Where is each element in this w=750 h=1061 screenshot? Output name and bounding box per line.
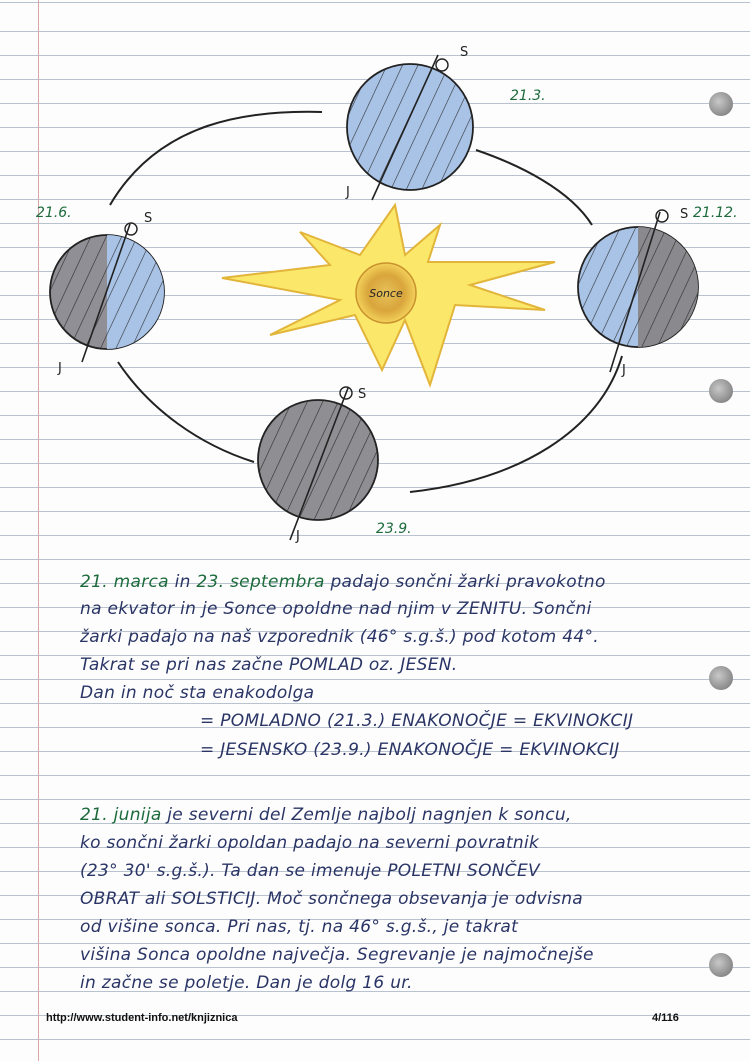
paragraph-line: (23° 30' s.g.š.). Ta dan se imenuje POLETNI SONČEV (80, 861, 540, 881)
paragraph-line: na ekvator in je Sonce opoldne nad njim v ZENITU. Sončni (80, 599, 592, 619)
pole-label-south: J (296, 529, 300, 544)
pole-label-south: J (58, 361, 62, 376)
text-fragment: in (168, 572, 197, 592)
earth-september (255, 387, 380, 540)
paragraph-line: in začne se poletje. Dan je dolg 16 ur. (80, 973, 413, 993)
paragraph-line: = POMLADNO (21.3.) ENAKONOČJE = EKVINOKCIJ (200, 711, 634, 731)
punch-hole (709, 666, 733, 690)
date-highlight: 21. marca (80, 572, 169, 592)
sun-label: Sonce (369, 287, 403, 300)
paragraph-line: od višine sonca. Pri nas, tj. na 46° s.g.š., je takrat (80, 917, 519, 937)
paragraph-line (80, 805, 572, 825)
pole-label-north: S (358, 387, 367, 402)
date-label-march: 21.3. (510, 88, 546, 104)
pole-label-north: S (460, 45, 469, 60)
paragraph-line: OBRAT ali SOLSTICIJ. Moč sončnega obsevanja je odvisna (80, 889, 583, 909)
earth-december (575, 210, 700, 372)
paragraph-line: = JESENSKO (23.9.) ENAKONOČJE = EKVINOKCIJ (200, 740, 620, 760)
date-highlight: 23. septembra (196, 572, 325, 592)
date-label-june: 21.6. (36, 205, 72, 221)
pole-label-south: J (622, 363, 626, 378)
paragraph-line: Takrat se pri nas začne POMLAD oz. JESEN. (80, 655, 458, 675)
page-number: 4/116 (652, 1012, 679, 1024)
earth-june (45, 223, 170, 362)
text-fragment: padajo sončni žarki pravokotno (324, 572, 606, 592)
date-label-december: 21.12. (693, 205, 738, 221)
paragraph-line: žarki padajo na naš vzporednik (46° s.g.š.) pod kotom 44°. (80, 627, 599, 647)
punch-hole (709, 953, 733, 977)
paragraph-line: Dan in noč sta enakodolga (80, 683, 315, 703)
paragraph-line (80, 572, 606, 592)
pole-label-north: S (144, 211, 153, 226)
date-highlight: 21. junija (80, 805, 162, 825)
text-fragment: je severni del Zemlje najbolj nagnjen k soncu, (161, 805, 572, 825)
pole-label-south: J (346, 185, 350, 200)
pole-label-north: S (680, 207, 689, 222)
paragraph-line: ko sončni žarki opoldan padajo na severni povratnik (80, 833, 540, 853)
earth-march (340, 55, 480, 200)
date-label-september: 23.9. (376, 521, 412, 537)
paragraph-line: višina Sonca opoldne največja. Segrevanje je najmočnejše (80, 945, 594, 965)
footer-url-link[interactable]: http://www.student-info.net/knjiznica (46, 1012, 238, 1024)
